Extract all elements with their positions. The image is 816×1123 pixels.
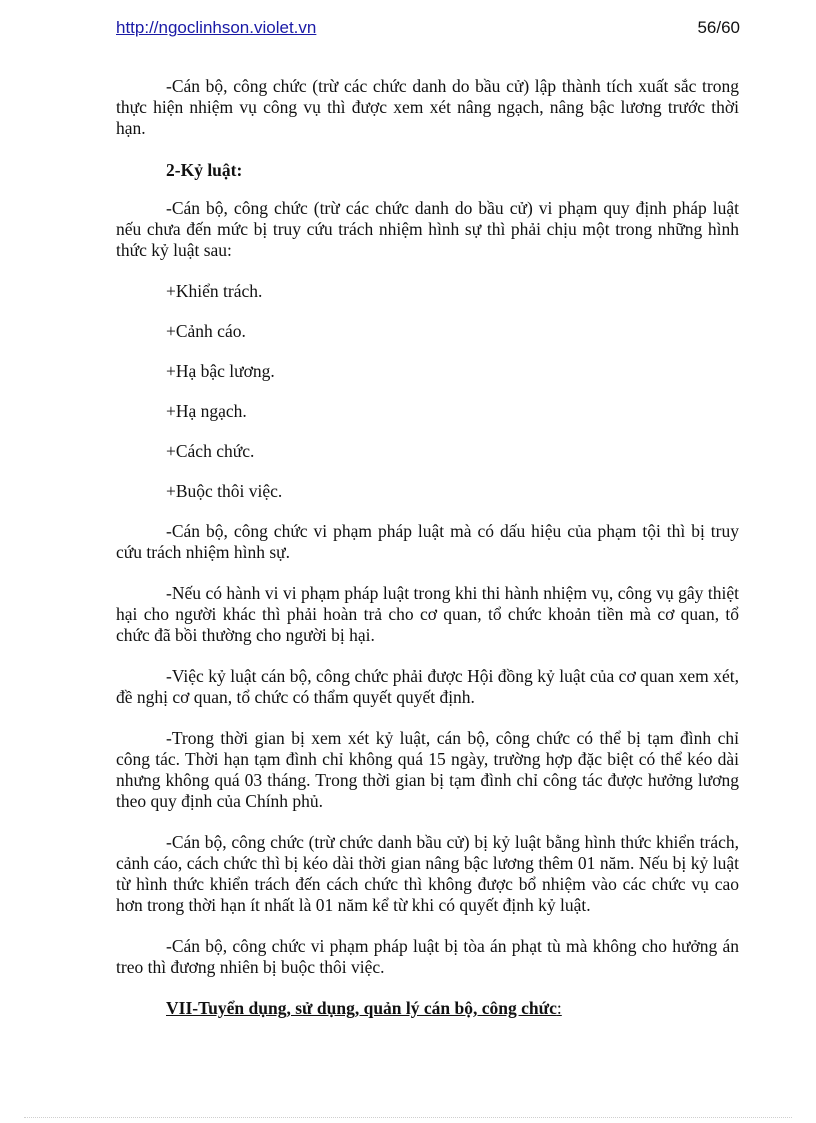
- page-header: [116, 18, 740, 42]
- paragraph-dismissal: -Cán bộ, công chức vi phạm pháp luật bị tòa án phạt tù mà không cho hưởng án treo thì đương nhiên bị buộc thôi việc.: [116, 936, 739, 977]
- paragraph-suspension: -Trong thời gian bị xem xét kỷ luật, cán bộ, công chức có thể bị tạm đình chỉ công tác. Thời hạn tạm đình chỉ không quá 15 ngày, trường hợp đặc biệt có thể kéo dài nhưng không quá 03 tháng. Trong thời gian bị tạm đình chỉ công tác được hưởng lương theo quy định của Chính phủ.: [116, 728, 739, 811]
- paragraph-criminal: -Cán bộ, công chức vi phạm pháp luật mà có dấu hiệu của phạm tội thì bị truy cứu trách nhiệm hình sự.: [116, 521, 739, 562]
- footer-divider: [24, 1117, 792, 1118]
- heading-discipline: 2-Kỷ luật:: [166, 160, 243, 180]
- paragraph-promotion: -Cán bộ, công chức (trừ các chức danh do bầu cử) lập thành tích xuất sắc trong thực hiện nhiệm vụ công vụ thì được xem xét nâng ngạch, nâng bậc lương trước thời hạn.: [116, 76, 739, 138]
- paragraph-compensation: -Nếu có hành vi vi phạm pháp luật trong khi thi hành nhiệm vụ, công vụ gây thiệt hại cho người khác thì phải hoàn trả cho cơ quan, tổ chức khoản tiền mà cơ quan, tổ chức đã bồi thường cho người bị hại.: [116, 583, 739, 645]
- list-item: +Cảnh cáo.: [166, 321, 246, 341]
- section-title: VII-Tuyển dụng, sử dụng, quản lý cán bộ, công chức: [166, 998, 557, 1018]
- paragraph-salary-delay: -Cán bộ, công chức (trừ chức danh bầu cử) bị kỷ luật bằng hình thức khiển trách, cảnh cáo, cách chức thì bị kéo dài thời gian nâng bậc lương thêm 01 năm. Nếu bị kỷ luật từ hình thức khiển trách đến cách chức thì không được bổ nhiệm vào các chức vụ cao hơn trong thời hạn ít nhất là 01 năm kể từ khi có quyết định kỷ luật.: [116, 832, 739, 915]
- page-number: 56/60: [697, 18, 740, 37]
- section-heading: [166, 998, 739, 1019]
- list-item: +Buộc thôi việc.: [166, 481, 283, 501]
- list-item: +Cách chức.: [166, 441, 255, 461]
- section-colon: :: [556, 998, 562, 1018]
- list-item: +Khiển trách.: [166, 281, 263, 301]
- list-item: +Hạ bậc lương.: [166, 361, 275, 381]
- paragraph-council: -Việc kỷ luật cán bộ, công chức phải được Hội đồng kỷ luật của cơ quan xem xét, đề nghị cơ quan, tổ chức có thẩm quyết quyết định.: [116, 666, 739, 707]
- discipline-list: [116, 281, 739, 502]
- document-body: [116, 76, 739, 1019]
- site-link[interactable]: http://ngoclinhson.violet.vn: [116, 18, 317, 37]
- paragraph-discipline-forms: -Cán bộ, công chức (trừ các chức danh do bầu cử) vi phạm quy định pháp luật nếu chưa đến mức bị truy cứu trách nhiệm hình sự thì phải chịu một trong những hình thức kỷ luật sau:: [116, 198, 739, 260]
- list-item: +Hạ ngạch.: [166, 401, 247, 421]
